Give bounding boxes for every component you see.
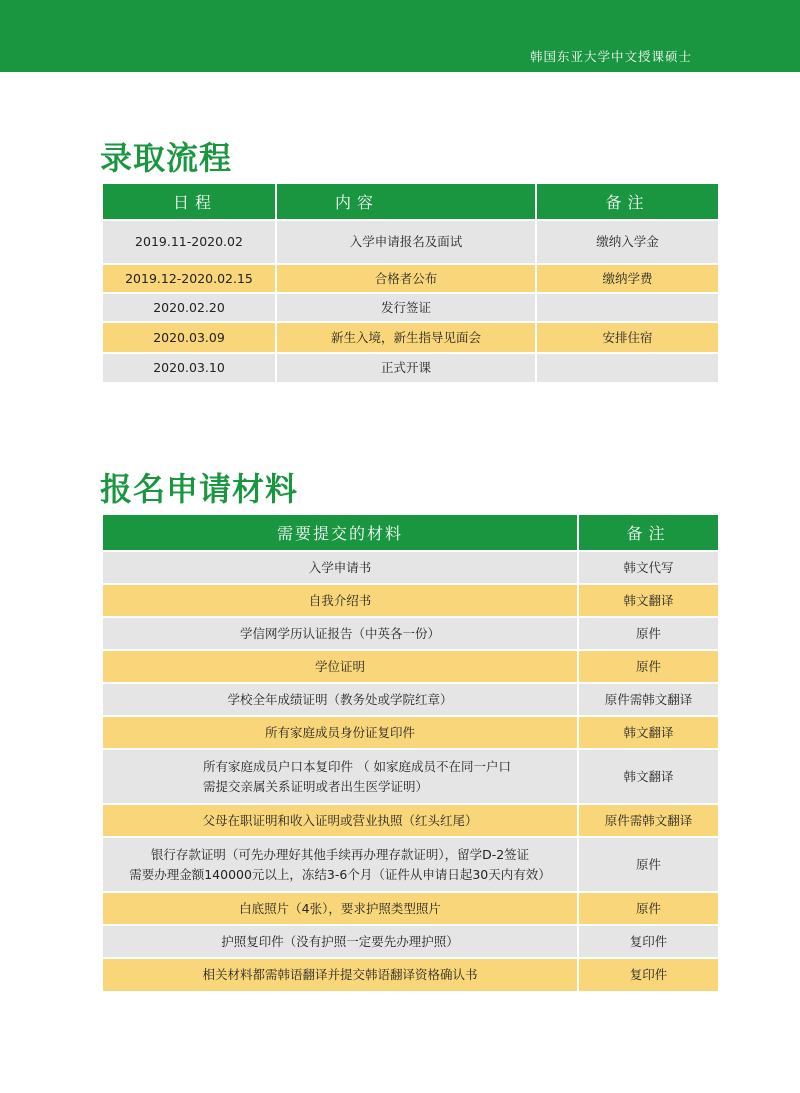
material-note: 原件需韩文翻译 <box>578 804 718 837</box>
table-row <box>103 293 718 322</box>
schedule-note: 缴纳入学金 <box>536 220 718 264</box>
materials-title: 报名申请材料 <box>100 470 299 508</box>
material-note: 原件 <box>578 650 718 683</box>
schedule-content: 新生入境，新生指导见面会 <box>276 322 536 353</box>
material-item: 入学申请书 <box>103 551 578 584</box>
material-note: 原件需韩文翻译 <box>578 683 718 716</box>
schedule-note <box>536 293 718 322</box>
material-item: 自我介绍书 <box>103 584 578 617</box>
material-note: 韩文翻译 <box>578 716 718 749</box>
materials-table <box>103 515 718 991</box>
table-row <box>103 837 718 892</box>
schedule-table <box>103 184 718 382</box>
schedule-content: 发行签证 <box>276 293 536 322</box>
table-row <box>103 958 718 991</box>
material-note: 韩文翻译 <box>578 749 718 804</box>
table-row <box>103 683 718 716</box>
table-row <box>103 264 718 293</box>
schedule-note: 缴纳学费 <box>536 264 718 293</box>
header-text: 韩国东亚大学中文授课硕士 <box>529 49 692 64</box>
schedule-content: 入学申请报名及面试 <box>276 220 536 264</box>
header-bar <box>0 0 800 72</box>
material-item: 相关材料都需韩语翻译并提交韩语翻译资格确认书 <box>103 958 578 991</box>
schedule-header-row <box>103 184 718 220</box>
schedule-date: 2019.12-2020.02.15 <box>103 264 276 293</box>
table-row <box>103 650 718 683</box>
table-row <box>103 617 718 650</box>
material-note: 原件 <box>578 617 718 650</box>
table-row <box>103 749 718 804</box>
schedule-date: 2020.03.09 <box>103 322 276 353</box>
material-note: 原件 <box>578 837 718 892</box>
table-row <box>103 925 718 958</box>
table-row <box>103 716 718 749</box>
material-note: 韩文代写 <box>578 551 718 584</box>
material-item: 所有家庭成员身份证复印件 <box>103 716 578 749</box>
material-item: 白底照片（4张），要求护照类型照片 <box>103 892 578 925</box>
material-item: 护照复印件（没有护照一定要先办理护照） <box>103 925 578 958</box>
table-row <box>103 804 718 837</box>
materials-col-note: 备注 <box>578 515 718 551</box>
schedule-col-date: 日程 <box>103 184 276 220</box>
schedule-content: 正式开课 <box>276 353 536 382</box>
table-row <box>103 220 718 264</box>
table-row <box>103 892 718 925</box>
table-row <box>103 584 718 617</box>
material-item-line2: 需要办理金额140000元以上，冻结3-6个月（证件从申请日起30天内有效） <box>129 866 551 882</box>
material-note: 复印件 <box>578 958 718 991</box>
material-note: 复印件 <box>578 925 718 958</box>
material-item-line1: 银行存款证明（可先办理好其他手续再办理存款证明），留学D-2签证 <box>150 846 530 862</box>
materials-header-row <box>103 515 718 551</box>
schedule-note <box>536 353 718 382</box>
material-item: 学信网学历认证报告（中英各一份） <box>103 617 578 650</box>
materials-col-item: 需要提交的材料 <box>103 515 578 551</box>
material-item: 学校全年成绩证明（教务处或学院红章） <box>103 683 578 716</box>
schedule-content: 合格者公布 <box>276 264 536 293</box>
schedule-date: 2020.02.20 <box>103 293 276 322</box>
schedule-note: 安排住宿 <box>536 322 718 353</box>
material-item-line1: 所有家庭成员户口本复印件 （ 如家庭成员不在同一户口 <box>203 758 511 774</box>
material-item <box>103 749 578 804</box>
material-note: 韩文翻译 <box>578 584 718 617</box>
material-item <box>103 837 578 892</box>
table-row <box>103 551 718 584</box>
material-item: 父母在职证明和收入证明或营业执照（红头红尾） <box>103 804 578 837</box>
schedule-date: 2020.03.10 <box>103 353 276 382</box>
material-note: 原件 <box>578 892 718 925</box>
material-item: 学位证明 <box>103 650 578 683</box>
table-row <box>103 353 718 382</box>
schedule-col-note: 备注 <box>536 184 718 220</box>
material-item-line2: 需提交亲属关系证明或者出生医学证明） <box>203 778 429 794</box>
table-row <box>103 322 718 353</box>
schedule-col-content: 内容 <box>276 184 536 220</box>
schedule-title: 录取流程 <box>100 139 233 177</box>
schedule-date: 2019.11-2020.02 <box>103 220 276 264</box>
